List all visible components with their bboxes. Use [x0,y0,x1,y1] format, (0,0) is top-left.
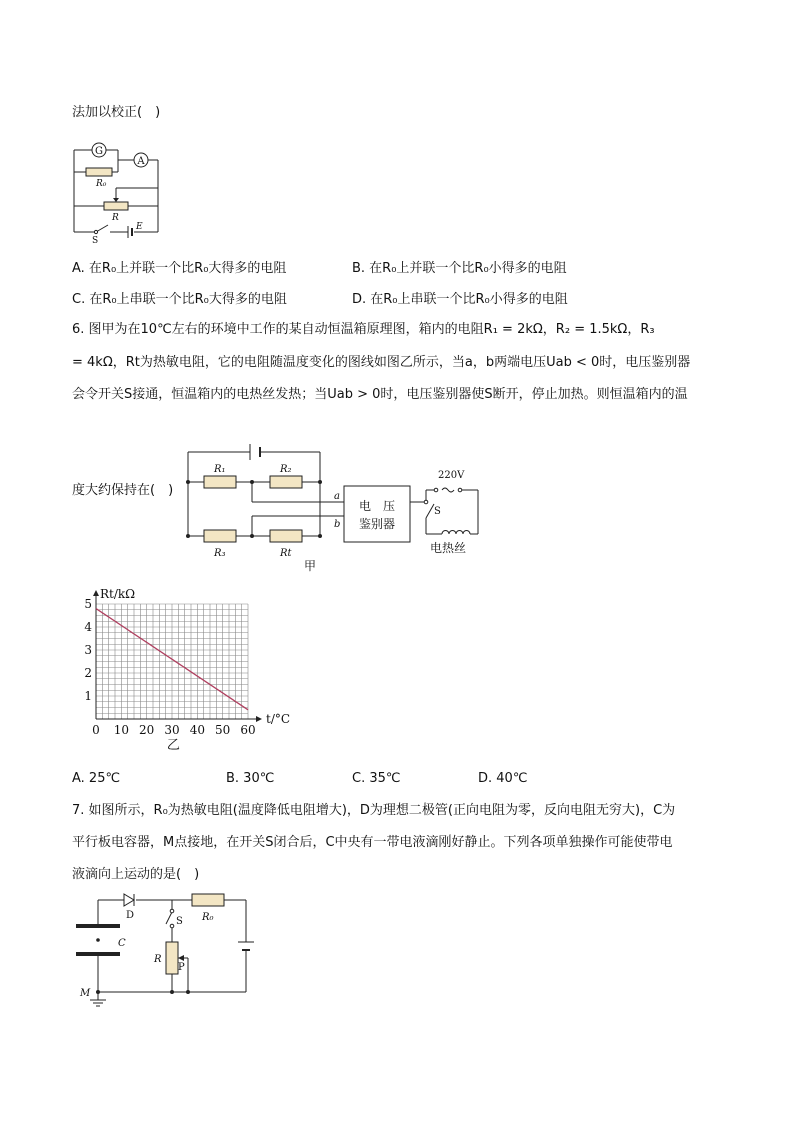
q7-stem-line-1: 7. 如图所示，R₀为热敏电阻(温度降低电阻增大)，D为理想二极管(正向电阻为零，反向电阻无穷大)，C为 [72,803,676,818]
resistor-r3-icon [204,530,236,542]
q6-label-b: b [334,519,341,530]
q7-label-r0: R₀ [202,912,214,923]
rheostat-r-icon [166,942,178,974]
q6-label-r3: R₃ [214,548,226,559]
q6-option-a: A. 25℃ [72,771,121,786]
voltage-detector-box [344,486,410,542]
q6-label-a: a [334,491,340,502]
q6-detector-line-2: 鉴别器 [358,517,396,531]
chart-x-axis-label: t/°C [266,712,291,726]
chart-x-tick-label: 0 [92,723,100,737]
q7-label-m: M [80,988,91,999]
q5-stem-tail: 法加以校正( ) [72,105,161,120]
q5-circuit-diagram [66,140,176,245]
chart-x-arrow [256,716,262,722]
ground-icon [90,1000,106,1006]
q6-label-r2: R₂ [280,464,292,475]
charged-droplet-icon [96,938,100,942]
q6-detector-line-1: 电 压 [358,499,396,513]
rheostat-r-icon [104,202,128,210]
q6-circuit-diagram-jia [180,438,490,578]
diode-d-icon [124,894,134,906]
q5-option-a: A. 在R₀上并联一个比R₀大得多的电阻 [72,261,287,276]
q5-label-a: A [137,156,145,167]
chart-x-tick-label: 60 [240,723,256,737]
q6-caption-jia: 甲 [304,559,317,573]
q6-stem-line-1: 6. 图甲为在10℃左右的环境中工作的某自动恒温箱原理图，箱内的电阻R₁ = 2kΩ，R₂ = 1.5kΩ，R₃ [72,322,655,337]
q6-stem-line-2: = 4kΩ，Rt为热敏电阻，它的电阻随温度变化的图线如图乙所示，当a，b两端电压Uab < 0时，电压鉴别器 [72,355,691,370]
thermistor-rt-icon [270,530,302,542]
q7-stem-line-3: 液滴向上运动的是( ) [72,867,200,882]
chart-y-arrow [93,590,99,596]
chart-y-tick-label: 2 [84,666,92,680]
chart-x-tick-label: 50 [215,723,231,737]
resistor-r0-icon [86,168,112,176]
chart-y-tick-label: 5 [84,597,92,611]
q6-option-c: C. 35℃ [352,771,401,786]
q6-chart-yi [84,582,294,752]
q5-option-c: C. 在R₀上串联一个比R₀大得多的电阻 [72,292,287,307]
q5-option-d: D. 在R₀上串联一个比R₀小得多的电阻 [352,292,568,307]
q6-label-r1: R₁ [214,464,226,475]
chart-x-tick-label: 30 [164,723,180,737]
q5-label-r: R [112,213,119,223]
chart-caption: 乙 [166,738,180,753]
q7-stem-line-2: 平行板电容器，M点接地，在开关S闭合后，C中央有一带电液滴刚好静止。下列各项单独操作可能使带电 [72,835,673,850]
chart-x-tick-label: 40 [189,723,205,737]
chart-x-tick-label: 10 [113,723,129,737]
q6-option-d: D. 40℃ [478,771,528,786]
q6-option-b: B. 30℃ [226,771,275,786]
q7-circuit-diagram [70,888,260,1010]
q5-option-b: B. 在R₀上并联一个比R₀小得多的电阻 [352,261,567,276]
chart-x-tick-label: 20 [139,723,155,737]
q7-label-p: P [178,962,185,973]
resistor-r2-icon [270,476,302,488]
q6-label-220v: 220V [438,470,465,481]
q5-label-g: G [95,146,103,157]
q5-label-r0: R₀ [96,179,107,189]
q7-label-s: S [176,916,183,927]
q7-label-r: R [154,954,162,965]
thermistor-r0-icon [192,894,224,906]
resistor-r1-icon [204,476,236,488]
heater-coil-icon [442,531,470,535]
chart-y-tick-label: 4 [84,620,92,634]
q6-label-s: S [434,506,441,517]
chart-y-tick-label: 3 [84,643,92,657]
chart-y-tick-label: 1 [84,689,92,703]
chart-y-axis-label: Rt/kΩ [100,587,136,601]
q6-label-rt: Rt [280,548,292,559]
q6-stem-line-4: 度大约保持在( ) [72,483,174,498]
q7-label-c: C [118,938,126,949]
q6-label-heater: 电热丝 [430,541,467,555]
q7-label-d: D [126,910,135,921]
q6-stem-line-3: 会令开关S接通，恒温箱内的电热丝发热；当Uab > 0时，电压鉴别器使S断开，停止加热。则恒温箱内的温 [72,387,688,402]
q5-label-e: E [136,222,143,232]
q5-label-s: S [92,236,99,246]
